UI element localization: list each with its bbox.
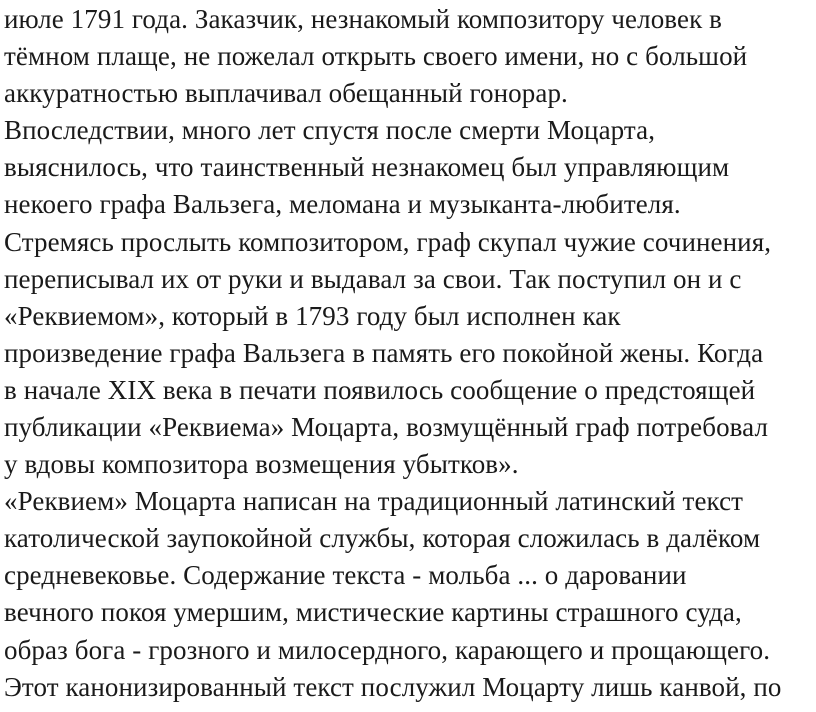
text-line: вечного покоя умершим, мистические картины страшного суда,: [4, 597, 742, 627]
text-line: аккуратностью выплачивал обещанный гонорар.: [4, 78, 568, 108]
text-line: «Реквиемом», который в 1793 году был исполнен как: [4, 301, 621, 331]
text-line: июле 1791 года. Заказчик, незнакомый композитору человек в: [4, 4, 722, 34]
text-line: католической заупокойной службы, которая сложилась в далёком: [4, 523, 761, 553]
text-line: «Реквием» Моцарта написан на традиционный латинский текст: [4, 486, 744, 516]
text-line: в начале XIX века в печати появилось сообщение о предстоящей: [4, 375, 756, 405]
text-line: у вдовы композитора возмещения убытков».: [4, 449, 519, 479]
text-line: публикации «Реквиема» Моцарта, возмущённый граф потребовал: [4, 412, 769, 442]
text-line: Этот канонизированный текст послужил Моцарту лишь канвой, по: [4, 672, 782, 702]
text-line: переписывал их от руки и выдавал за свои. Так поступил он и с: [4, 264, 742, 294]
text-line: образ бога - грозного и милосердного, карающего и прощающего.: [4, 635, 771, 665]
text-line: средневековье. Содержание текста - мольба ... о даровании: [4, 560, 687, 590]
text-line: Впоследствии, много лет спустя после смерти Моцарта,: [4, 115, 656, 145]
text-line: произведение графа Вальзега в память его покойной жены. Когда: [4, 338, 764, 368]
text-line: выяснилось, что таинственный незнакомец был управляющим: [4, 152, 730, 182]
text-line: некоего графа Вальзега, меломана и музыканта-любителя.: [4, 189, 681, 219]
text-line: Стремясь прослыть композитором, граф скупал чужие сочинения,: [4, 227, 772, 257]
text-line: тёмном плаще, не пожелал открыть своего имени, но с большой: [4, 41, 748, 71]
